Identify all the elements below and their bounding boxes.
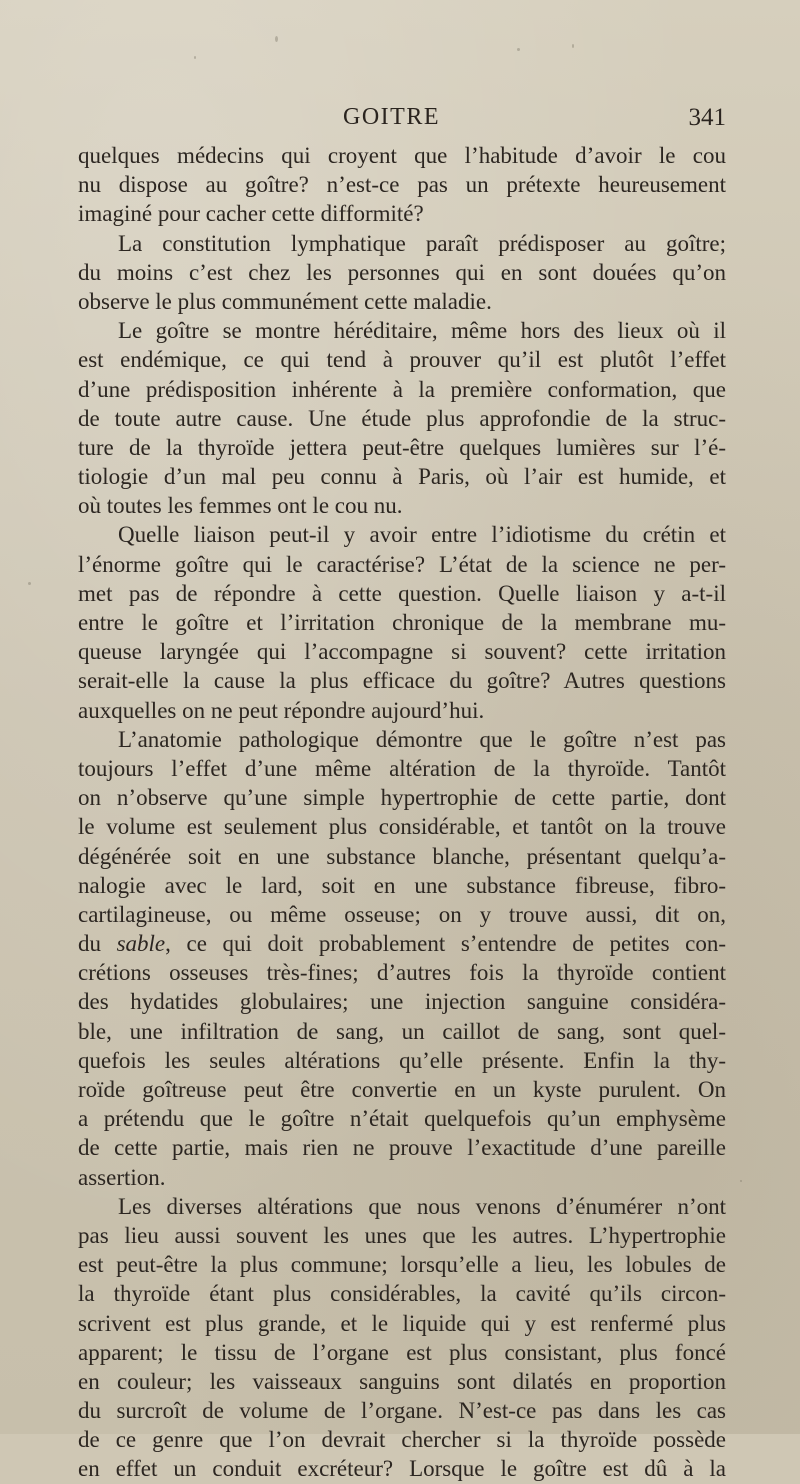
- text-line: pas lieu aussi souvent les unes que les autres. L’hypertrophie: [78, 1222, 726, 1248]
- text-line: du moins c’est chez les personnes qui en sont douées qu’on: [78, 259, 726, 285]
- text-line: imaginé pour cacher cette difformité?: [78, 201, 424, 227]
- text-line: observe le plus communément cette maladie.: [78, 288, 492, 314]
- text-line: cartilagineuse, ou même osseuse; on y trouve aussi, dit on,: [78, 901, 726, 927]
- text-line: dégénérée soit en une substance blanche, présentant quelqu’a-: [78, 843, 726, 869]
- text-line: est peut-être la plus commune; lorsqu’elle a lieu, les lobules de: [78, 1252, 726, 1278]
- text-line: des hydatides globulaires; une injection sanguine considéra-: [78, 989, 726, 1015]
- text-line: Quelle liaison peut-il y avoir entre l’idiotisme du crétin et: [118, 522, 726, 548]
- text-line: est endémique, ce qui tend à prouver qu’il est plutôt l’effet: [78, 347, 726, 373]
- text-line: assertion.: [78, 1164, 166, 1190]
- text-line: l’énorme goître qui le caractérise? L’état de la science ne per-: [78, 551, 726, 577]
- text-line: scrivent est plus grande, et le liquide qui y est renfermé plus: [78, 1310, 726, 1336]
- text-line: la thyroïde étant plus considérables, la cavité qu’ils circon-: [78, 1281, 726, 1307]
- text-line: L’anatomie pathologique démontre que le goître n’est pas: [118, 726, 726, 752]
- italic-word: sable: [116, 931, 166, 957]
- text-line: nu dispose au goître? n’est-ce pas un prétexte heureusement: [78, 172, 726, 198]
- text-line: de cette partie, mais rien ne prouve l’exactitude d’une pareille: [78, 1135, 726, 1161]
- text-line: en effet un conduit excréteur? Lorsque le goître est dû à la: [78, 1456, 726, 1482]
- text-line: on n’observe qu’une simple hypertrophie de cette partie, dont: [78, 785, 726, 811]
- text-line: toujours l’effet d’une même altération de la thyroïde. Tantôt: [78, 755, 726, 781]
- text-line: quelques médecins qui croyent que l’habitude d’avoir le cou: [78, 143, 726, 168]
- text-line: en couleur; les vaisseaux sanguins sont dilatés en proportion: [78, 1368, 726, 1394]
- text-line: auxquelles on ne peut répondre aujourd’hui.: [78, 697, 485, 723]
- text-line: du sable, ce qui doit probablement s’entendre de petites con-: [78, 931, 726, 957]
- text-line: entre le goître et l’irritation chronique de la membrane mu-: [78, 610, 726, 635]
- text-line: du surcroît de volume de l’organe. N’est-ce pas dans les cas: [78, 1398, 726, 1424]
- page-header: [78, 104, 726, 140]
- text-line: serait-elle la cause la plus efficace du goître? Autres questions: [78, 668, 726, 694]
- text-line: ture de la thyroïde jettera peut-être quelques lumières sur l’é-: [78, 434, 726, 460]
- body-text: [78, 141, 726, 1484]
- text-line: met pas de répondre à cette question. Quelle liaison y a-t-il: [78, 580, 726, 606]
- text-line: ble, une infiltration de sang, un caillot de sang, sont quel-: [78, 1018, 726, 1044]
- text-line: d’une prédisposition inhérente à la première conformation, que: [78, 376, 726, 402]
- text-line: où toutes les femmes ont le cou nu.: [78, 493, 403, 519]
- text-line: Les diverses altérations que nous venons d’énumérer n’ont: [118, 1193, 726, 1219]
- text-line: a prétendu que le goître n’était quelquefois qu’un emphysème: [78, 1106, 726, 1132]
- text-line: roïde goîtreuse peut être convertie en un kyste purulent. On: [78, 1077, 726, 1102]
- text-line: La constitution lymphatique paraît prédisposer au goître;: [118, 230, 726, 256]
- text-line: le volume est seulement plus considérable, et tantôt on la trouve: [78, 814, 726, 840]
- text-line: Le goître se montre héréditaire, même hors des lieux où il: [118, 318, 726, 344]
- text-line: de toute autre cause. Une étude plus approfondie de la struc-: [78, 405, 726, 431]
- text-line: quefois les seules altérations qu’elle présente. Enfin la thy-: [78, 1047, 726, 1073]
- text-line: de ce genre que l’on devrait chercher si la thyroïde possède: [78, 1427, 726, 1453]
- text-line: crétions osseuses très-fines; d’autres fois la thyroïde contient: [78, 960, 726, 986]
- text-line: apparent; le tissu de l’organe est plus consistant, plus foncé: [78, 1339, 726, 1365]
- running-title: GOITRE: [343, 104, 440, 130]
- text-line: nalogie avec le lard, soit en une substance fibreuse, fibro-: [78, 872, 726, 898]
- page-number: 341: [688, 104, 726, 131]
- text-line: tiologie d’un mal peu connu à Paris, où l’air est humide, et: [78, 464, 726, 490]
- text-line: queuse laryngée qui l’accompagne si souvent? cette irritation: [78, 639, 726, 665]
